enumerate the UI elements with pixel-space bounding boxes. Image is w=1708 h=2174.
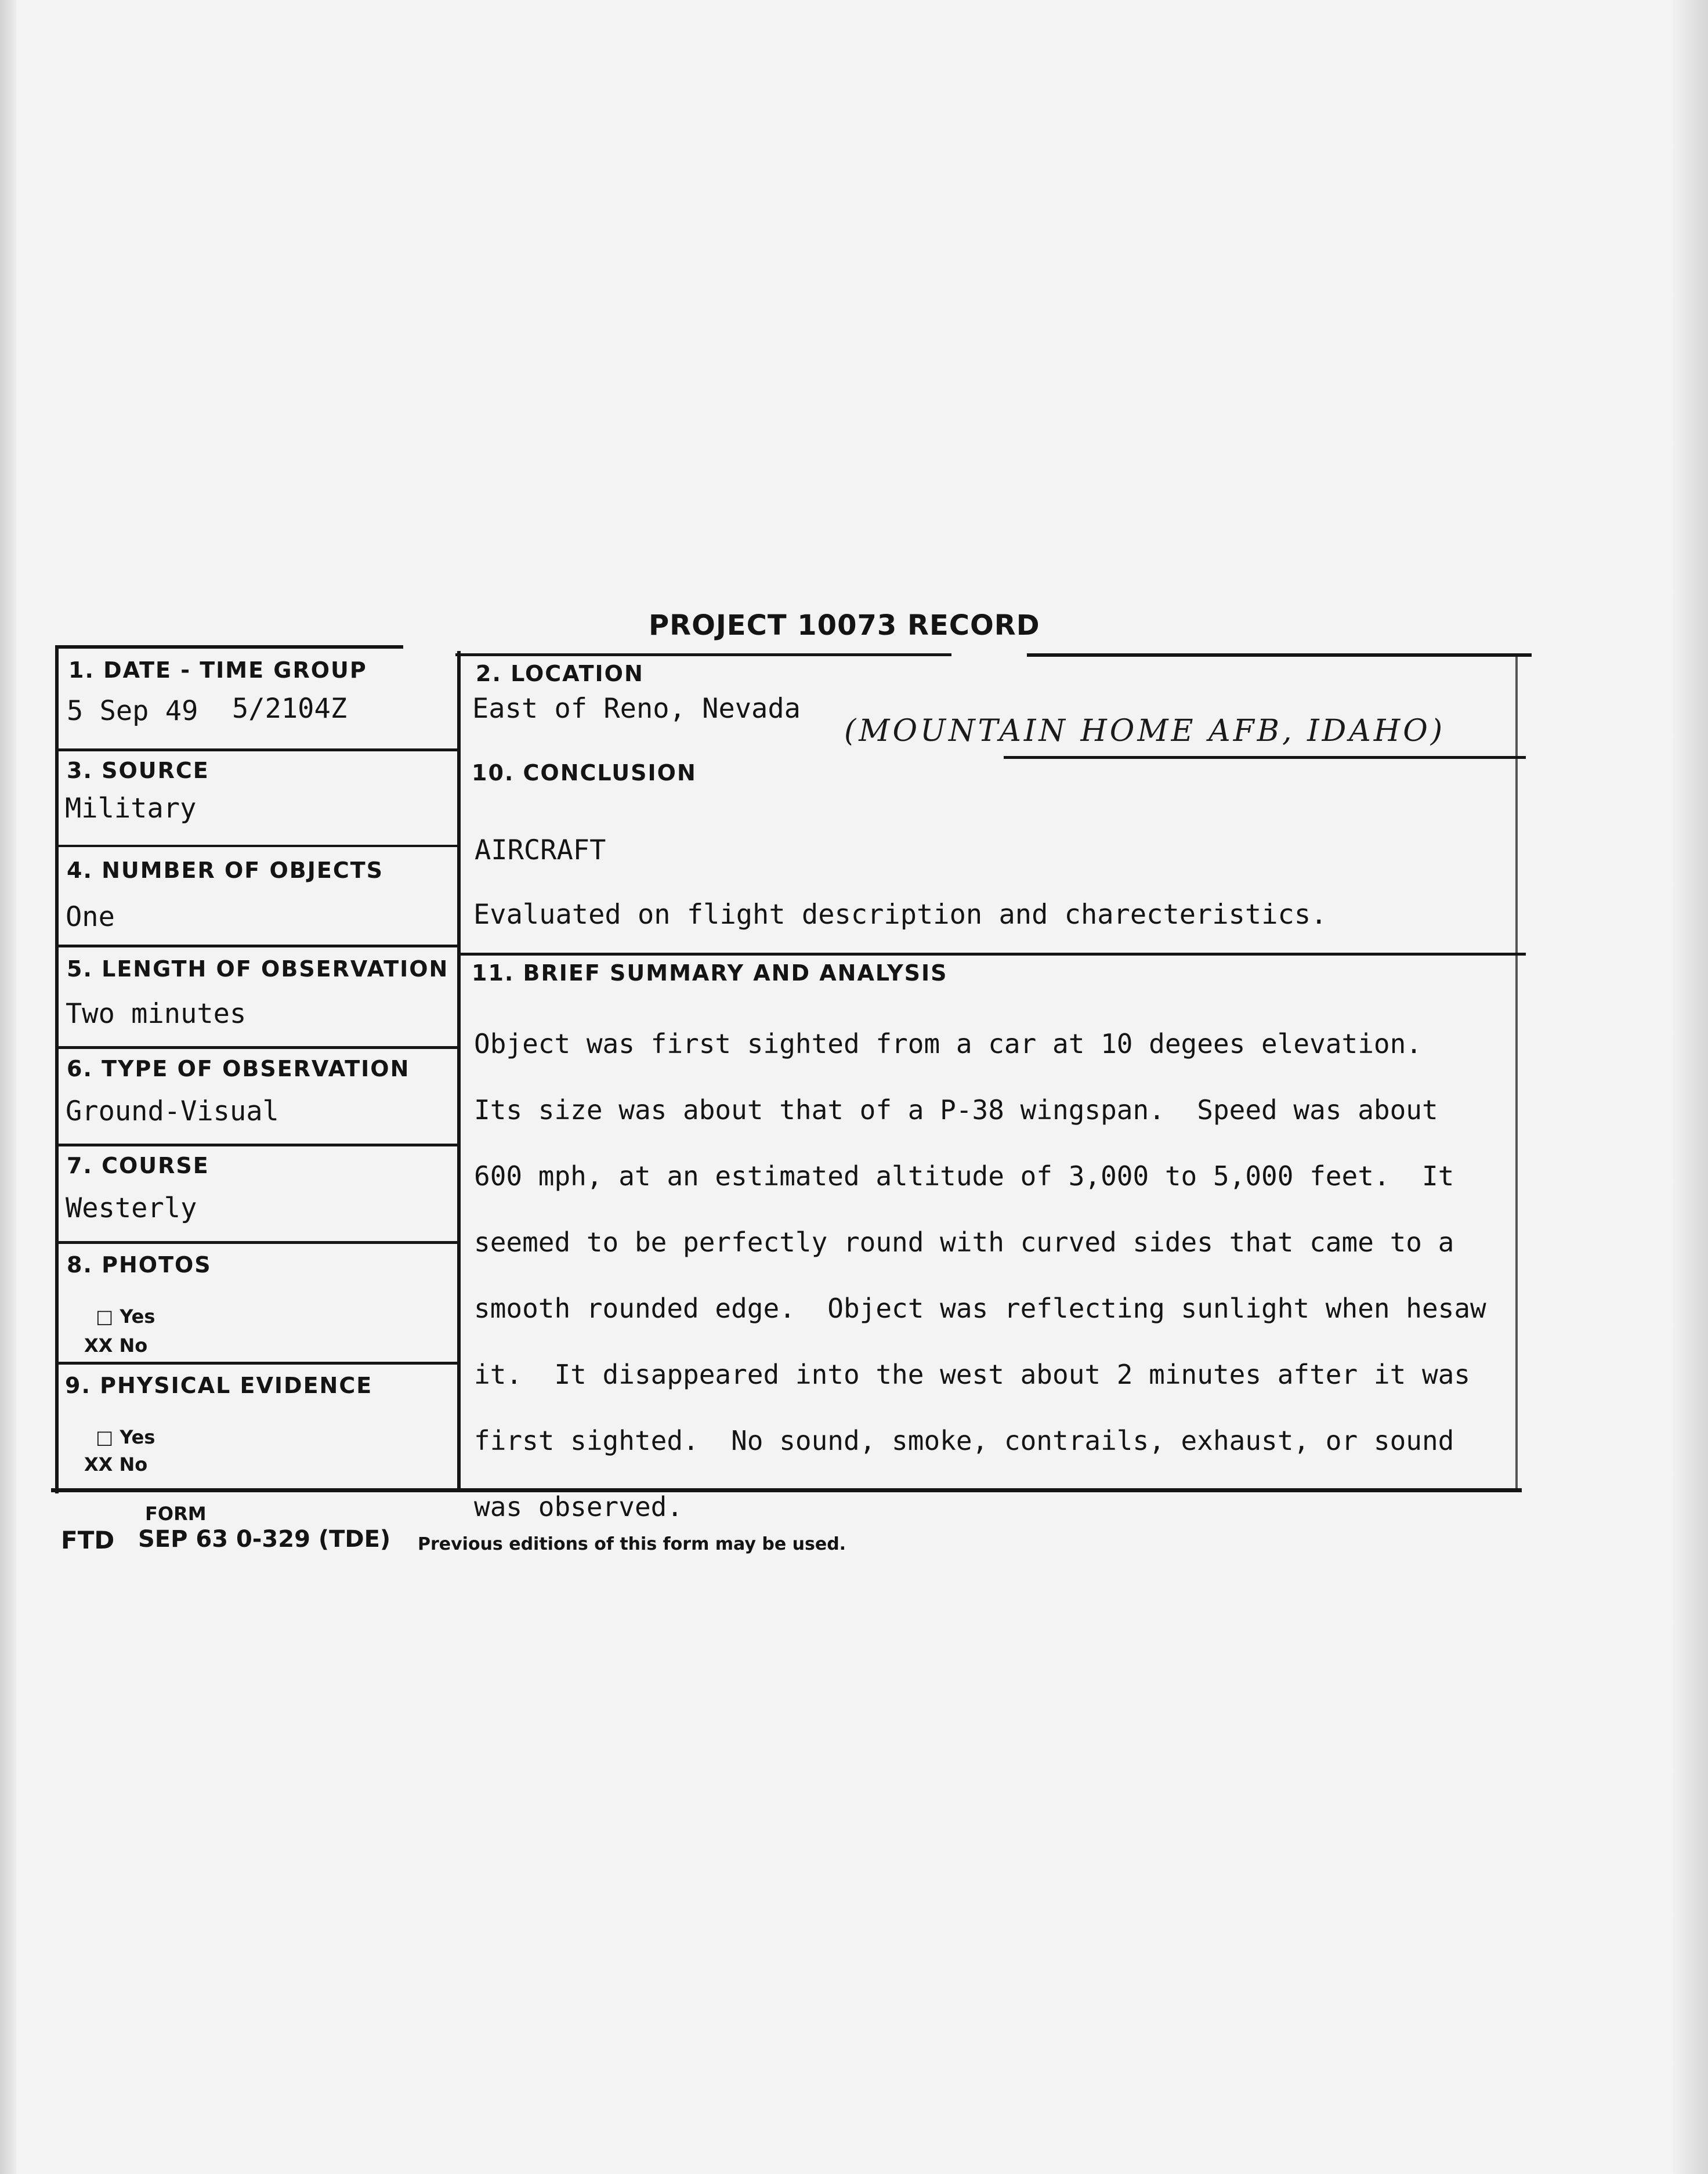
checkbox-icon: □ (96, 1305, 114, 1327)
location-label: 2. LOCATION (476, 661, 644, 686)
source-label: 3. SOURCE (67, 758, 209, 783)
length-of-observation-label: 5. LENGTH OF OBSERVATION (67, 956, 449, 982)
footer-note: Previous editions of this form may be used. (418, 1534, 846, 1554)
length-of-observation-value: Two minutes (66, 998, 247, 1030)
number-of-objects-label: 4. NUMBER OF OBJECTS (67, 858, 384, 883)
form-title: PROJECT 10073 RECORD (649, 609, 1040, 642)
footer-org: FTD (61, 1526, 115, 1554)
photos-yes-option[interactable] (96, 1305, 155, 1327)
conclusion-detail: Evaluated on flight description and charecteristics. (473, 899, 1327, 931)
handwritten-location-note: (MOUNTAIN HOME AFB, IDAHO) (844, 714, 1446, 748)
summary-line: Its size was about that of a P-38 wingspan. Speed was about (474, 1094, 1438, 1126)
photos-no-label: No (119, 1334, 148, 1357)
physical-evidence-label: 9. PHYSICAL EVIDENCE (65, 1373, 373, 1398)
checkbox-icon: □ (96, 1426, 114, 1448)
date-value: 5 Sep 49 (67, 695, 198, 727)
physical-evidence-no-label: No (119, 1453, 148, 1475)
summary-line: smooth rounded edge. Object was reflecting sunlight when hesaw (474, 1293, 1486, 1324)
summary-text (474, 994, 1486, 1557)
summary-label: 11. BRIEF SUMMARY AND ANALYSIS (472, 960, 948, 986)
photos-no-option[interactable] (84, 1334, 147, 1357)
course-value: Westerly (66, 1192, 197, 1224)
conclusion-value: AIRCRAFT (475, 834, 606, 866)
summary-line: 600 mph, at an estimated altitude of 3,000 to 5,000 feet. It (474, 1160, 1454, 1192)
summary-line: first sighted. No sound, smoke, contrails, exhaust, or sound (474, 1425, 1454, 1456)
photos-yes-label: Yes (120, 1305, 155, 1327)
photos-label: 8. PHOTOS (67, 1252, 212, 1278)
summary-line: Object was first sighted from a car at 10 degees elevation. (474, 1028, 1422, 1059)
time-value: 5/2104Z (232, 693, 348, 725)
scan-edge-right (1673, 0, 1708, 2174)
course-label: 7. COURSE (67, 1153, 209, 1178)
summary-line: it. It disappeared into the west about 2 minutes after it was (474, 1359, 1471, 1390)
type-of-observation-value: Ground-Visual (66, 1095, 279, 1127)
summary-line: was observed. (474, 1491, 683, 1522)
physical-evidence-no-option[interactable] (84, 1453, 147, 1475)
summary-line: seemed to be perfectly round with curved sides that came to a (474, 1227, 1454, 1258)
checked-mark-icon: XX (84, 1453, 113, 1475)
physical-evidence-yes-option[interactable] (96, 1426, 155, 1448)
footer-form-number: SEP 63 0-329 (TDE) (138, 1526, 391, 1553)
number-of-objects-value: One (66, 901, 115, 933)
source-value: Military (65, 793, 197, 824)
type-of-observation-label: 6. TYPE OF OBSERVATION (67, 1056, 410, 1081)
date-time-label: 1. DATE - TIME GROUP (68, 657, 367, 683)
checked-mark-icon: XX (84, 1334, 113, 1357)
footer-form-label: FORM (145, 1503, 207, 1525)
conclusion-label: 10. CONCLUSION (472, 760, 697, 786)
physical-evidence-yes-label: Yes (120, 1426, 155, 1448)
scan-edge-left (0, 0, 16, 2174)
location-value: East of Reno, Nevada (472, 693, 801, 725)
